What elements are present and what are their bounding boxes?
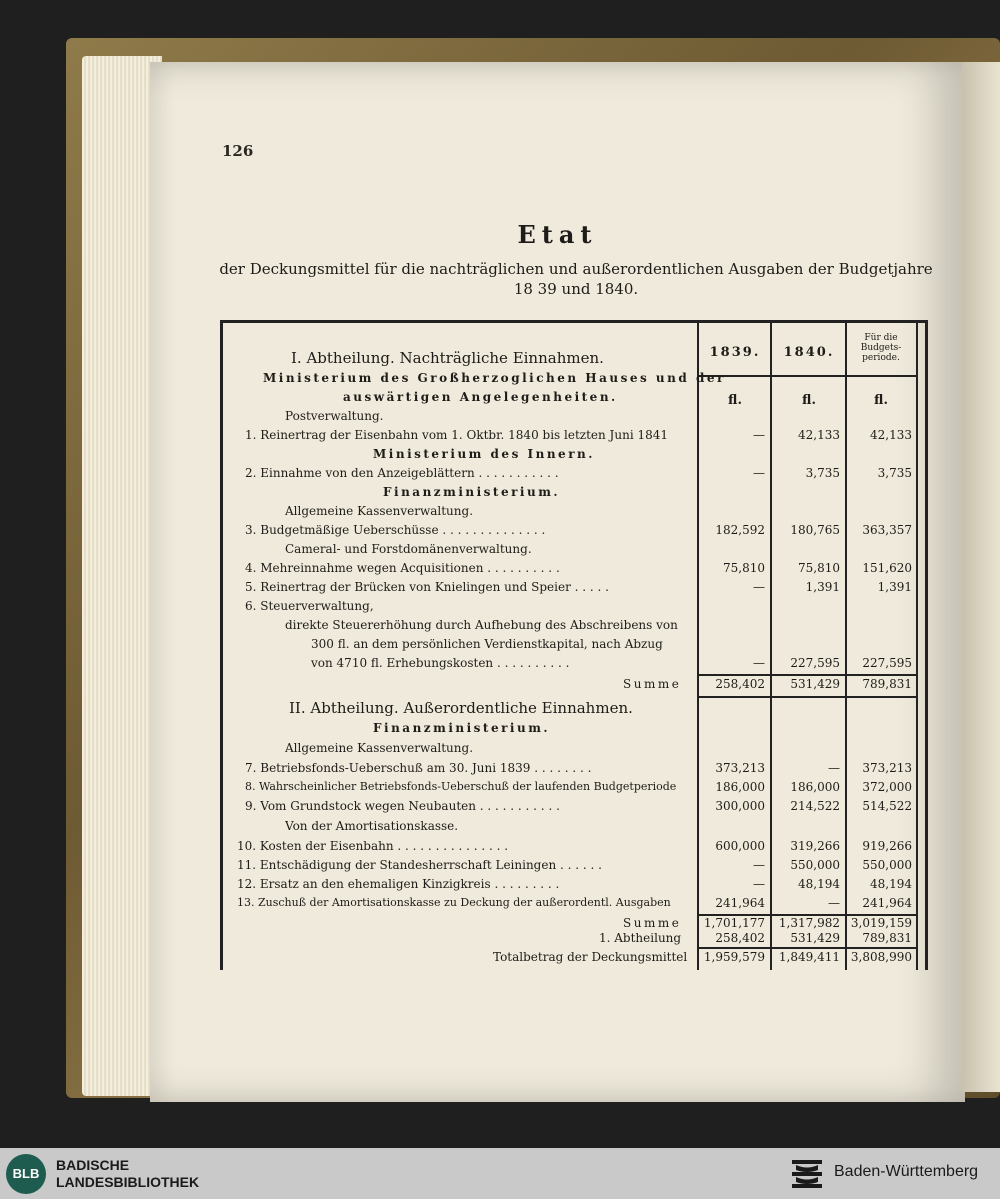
value-period: 372,000: [862, 780, 912, 794]
blb-logo-icon: BLB: [6, 1154, 46, 1194]
value-period: 1,391: [877, 580, 912, 594]
cameral-label: Cameral- und Forstdomänenverwaltung.: [285, 542, 532, 556]
row-label: 9. Vom Grundstock wegen Neubauten . . . . . . . . . . .: [245, 799, 560, 813]
value-1839: 241,964: [715, 896, 765, 910]
value-period: 151,620: [862, 561, 912, 575]
section-heading: [223, 699, 923, 718]
total-period: 3,808,990: [850, 950, 912, 964]
table-row: [223, 599, 923, 618]
value-period: 3,735: [877, 466, 912, 480]
value-1840: 75,810: [798, 561, 840, 575]
value-1839: 300,000: [715, 799, 765, 813]
row-label: 1. Reinertrag der Eisenbahn vom 1. Oktbr. 1840 bis letzten Juni 1841: [245, 428, 669, 442]
subsection-label: [223, 819, 923, 838]
value-period: 919,266: [862, 839, 912, 853]
row-label: 5. Reinertrag der Brücken von Knielingen und Speier . . . . .: [245, 580, 609, 594]
value-1840: 3,735: [805, 466, 840, 480]
ministry-heading: [223, 390, 923, 409]
value-1839: 186,000: [715, 780, 765, 794]
abth-period: 789,831: [862, 931, 912, 945]
state-name: Baden-Württemberg: [834, 1163, 979, 1180]
abth-1840: 531,429: [790, 931, 840, 945]
header-1839: 1839.: [709, 345, 761, 360]
unit-1840: fl.: [802, 393, 816, 408]
value-period: 42,133: [870, 428, 912, 442]
table-row: [223, 580, 923, 599]
value-1840: —: [828, 896, 840, 910]
row-continuation: [223, 618, 923, 637]
ministry-heading: [223, 721, 923, 740]
table-row: [223, 896, 923, 915]
value-period: 227,595: [862, 656, 912, 670]
value-period: 514,522: [862, 799, 912, 813]
value-1840: 319,266: [790, 839, 840, 853]
ministry-heading: [223, 447, 923, 466]
abth-1839: 258,402: [715, 931, 765, 945]
value-1839: 600,000: [715, 839, 765, 853]
value-1840: 227,595: [790, 656, 840, 670]
ministry-heading: [223, 371, 923, 390]
subsection-label: [223, 409, 923, 428]
row-label: 13. Zuschuß der Amortisationskasse zu Deckung der außerordentl. Ausgaben: [237, 896, 671, 909]
sum-1840: 1,317,982: [778, 916, 840, 930]
value-1839: —: [753, 428, 765, 442]
row-label-cont: 300 fl. an dem persönlichen Verdienstkapital, nach Abzug: [311, 637, 663, 651]
row-label: 8. Wahrscheinlicher Betriebsfonds-Ueberschuß der laufenden Budgetperiode: [245, 780, 677, 793]
section-heading: [223, 349, 923, 368]
row-label: 7. Betriebsfonds-Ueberschuß am 30. Juni 1839 . . . . . . . .: [245, 761, 592, 775]
value-1839: —: [753, 656, 765, 670]
table-row: [223, 858, 923, 877]
row-continuation: [223, 637, 923, 656]
page-subtitle: [206, 259, 946, 299]
sum-rule: [699, 696, 916, 698]
row-label: 12. Ersatz an den ehemaligen Kinzigkreis . . . . . . . . .: [237, 877, 560, 891]
ministry-3: Finanzministerium.: [383, 485, 561, 499]
section-2-heading: II. Abtheilung. Außerordentliche Einnahmen.: [289, 699, 633, 717]
row-label: 10. Kosten der Eisenbahn . . . . . . . . . . . . . . .: [237, 839, 509, 853]
subtitle-line-2: 18 39 und 1840.: [513, 280, 639, 298]
value-1840: 1,391: [805, 580, 840, 594]
sum-1839: 258,402: [715, 677, 765, 691]
value-period: 550,000: [862, 858, 912, 872]
ministry-2: Ministerium des Innern.: [373, 447, 595, 461]
row-label: 11. Entschädigung der Standesherrschaft Leiningen . . . . . .: [237, 858, 602, 872]
ministry-heading: [223, 485, 923, 504]
value-1840: 180,765: [790, 523, 840, 537]
total-1840: 1,849,411: [778, 950, 840, 964]
row-label-cont: direkte Steuererhöhung durch Aufhebung des Abschreibens von: [285, 618, 678, 632]
table-row: [223, 761, 923, 780]
ministry-fin: Finanzministerium.: [373, 721, 551, 735]
header-1840: 1840.: [783, 345, 835, 360]
page-number: 126: [222, 142, 254, 160]
subsection-label: [223, 542, 923, 561]
unit-1839: fl.: [728, 393, 742, 408]
library-name-line-2: LANDESBIBLIOTHEK: [56, 1174, 200, 1190]
value-1840: 186,000: [790, 780, 840, 794]
sum-period: 3,019,159: [850, 916, 912, 930]
facing-page: [962, 62, 1000, 1092]
sum-rule: [699, 674, 916, 676]
table-row: [223, 656, 923, 675]
table-row: [223, 839, 923, 858]
library-name: [56, 1157, 199, 1191]
subsection-label: [223, 504, 923, 523]
page-title: Etat: [517, 220, 598, 249]
value-1840: 48,194: [798, 877, 840, 891]
value-period: 241,964: [862, 896, 912, 910]
value-1839: —: [753, 466, 765, 480]
sum-1839: 1,701,177: [703, 916, 765, 930]
abth-label: 1. Abtheilung: [599, 931, 682, 945]
table-row: [223, 799, 923, 818]
ministry-1a: Ministerium des Großherzoglichen Hauses und der: [263, 371, 726, 385]
state-coat-of-arms-icon: [790, 1156, 824, 1192]
value-1839: 75,810: [723, 561, 765, 575]
kasse-label: Allgemeine Kassenverwaltung.: [285, 741, 474, 755]
value-1839: —: [753, 580, 765, 594]
row-label: von 4710 fl. Erhebungskosten . . . . . . . . . .: [311, 656, 570, 670]
value-1840: —: [828, 761, 840, 775]
footer-bar: [0, 1148, 1000, 1199]
sum-label: Summe: [623, 677, 682, 691]
value-period: 373,213: [862, 761, 912, 775]
subsection-label: [223, 741, 923, 760]
budget-table: [220, 320, 928, 970]
ministry-1b: auswärtigen Angelegenheiten.: [343, 390, 618, 404]
sum-1840: 531,429: [790, 677, 840, 691]
table-row: [223, 466, 923, 485]
row-label: 6. Steuerverwaltung,: [245, 599, 374, 613]
unit-period: fl.: [874, 393, 888, 408]
total-rule: [699, 947, 916, 949]
table-row: [223, 877, 923, 896]
total-1839: 1,959,579: [703, 950, 765, 964]
table-row: [223, 561, 923, 580]
library-name-line-1: BADISCHE: [56, 1157, 130, 1173]
amort-label: Von der Amortisationskasse.: [285, 819, 459, 833]
value-1839: 373,213: [715, 761, 765, 775]
section-1-heading: I. Abtheilung. Nachträgliche Einnahmen.: [291, 349, 604, 367]
value-1839: —: [753, 877, 765, 891]
subtitle-line-1: der Deckungsmittel für die nachträglichen und außerordentlichen Ausgaben der Budgetjahre: [219, 260, 933, 278]
row-label: 3. Budgetmäßige Ueberschüsse . . . . . . . . . . . . . .: [245, 523, 546, 537]
post-label: Postverwaltung.: [285, 409, 384, 423]
table-row: [223, 428, 923, 447]
table-row: [223, 523, 923, 542]
value-1840: 550,000: [790, 858, 840, 872]
total-label: Totalbetrag der Deckungsmittel: [493, 950, 688, 964]
sum-row: [223, 677, 923, 696]
table-row: [223, 780, 923, 799]
value-1840: 214,522: [790, 799, 840, 813]
row-label: 4. Mehreinnahme wegen Acquisitionen . . . . . . . . . .: [245, 561, 560, 575]
sum-period: 789,831: [862, 677, 912, 691]
value-period: 363,357: [862, 523, 912, 537]
sum-label: Summe: [623, 916, 682, 930]
value-period: 48,194: [870, 877, 912, 891]
row-label: 2. Einnahme von den Anzeigeblättern . . . . . . . . . . .: [245, 466, 559, 480]
header-budget-period: Für die Budgets-periode.: [860, 333, 902, 363]
total-row: [223, 950, 923, 969]
value-1839: —: [753, 858, 765, 872]
kasse-label: Allgemeine Kassenverwaltung.: [285, 504, 474, 518]
value-1839: 182,592: [715, 523, 765, 537]
value-1840: 42,133: [798, 428, 840, 442]
